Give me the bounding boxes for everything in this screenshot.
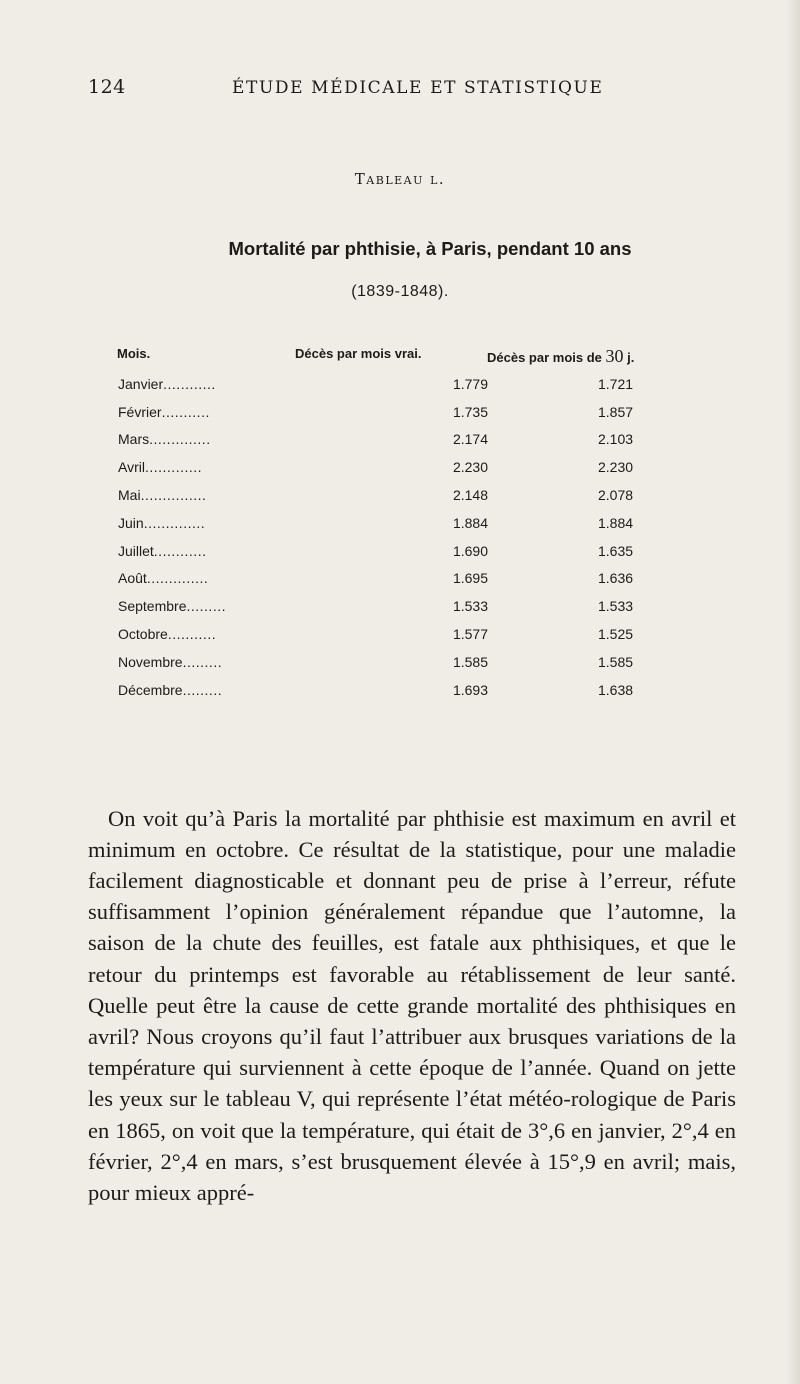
month-name: Octobre [118,626,168,643]
running-title: ÉTUDE MÉDICALE ET STATISTIQUE [232,78,604,98]
deaths-actual-month-cell: 1.884 [452,514,488,531]
deaths-thirty-day-cell: 1.638 [598,681,634,698]
dot-leader: ............ [163,375,216,392]
month-cell [118,509,288,537]
deaths-thirty-day-cell: 1.721 [598,375,634,392]
month-name: Juillet [118,542,154,559]
month-cell [118,648,288,676]
deaths-thirty-day-cell: 1.525 [598,626,634,643]
dot-leader: .............. [149,431,211,448]
table-row [118,620,718,648]
month-cell [118,537,288,565]
month-name: Juin [118,514,144,531]
month-cell [118,676,288,704]
month-cell [118,620,288,648]
month-name: Août [118,570,147,587]
table-row [118,537,718,565]
dot-leader: ............... [140,487,207,504]
column-header-thirty-day [487,346,634,367]
dot-leader: ........... [167,626,217,643]
month-name: Mai [118,487,141,504]
month-name: Avril [118,459,145,476]
body-paragraph: On voit qu’à Paris la mortalité par phthisie est maximum en avril et minimum en octobre. Ce résultat de la statistique, pour une maladie facilement diagnosticable et donnant peu de prise à l’erreur, réfute suffisamment l’opinion généralement répandue que l’automne, la saison de la chute des feuilles, est fatale aux phthisiques, et que le retour du printemps est favorable au rétablissement de leur santé. Quelle peut être la cause de cette grande mortalité des phthisiques en avril? Nous croyons qu’il faut l’attribuer aux brusques variations de la température qui surviennent à cette époque de l’année. Quand on jette les yeux sur le tableau V, qui représente l’état météo-rologique de Paris en 1865, on voit que la température, qui était de 3°,6 en janvier, 2°,4 en février, 2°,4 en mars, s’est brusquement élevée à 15°,9 en avril; mais, pour mieux appré- [88,805,736,1205]
table-caption: Tableau l. [354,170,446,188]
month-name: Décembre [118,681,183,698]
column-header-thirty-day-number: 30 [605,346,624,366]
dot-leader: ............ [153,542,207,559]
deaths-thirty-day-cell: 1.636 [598,570,634,587]
deaths-actual-month-cell: 2.148 [452,487,488,504]
deaths-thirty-day-cell: 2.078 [598,487,634,504]
deaths-actual-month-cell: 1.735 [452,403,488,420]
deaths-actual-month-cell: 2.230 [452,459,488,476]
table-row [118,565,718,593]
deaths-thirty-day-cell: 2.230 [598,459,634,476]
month-cell [118,453,288,481]
deaths-thirty-day-cell: 1.585 [598,653,634,670]
page-number: 124 [88,76,126,98]
month-cell [118,370,288,398]
month-name: Novembre [118,653,183,670]
table-row [118,592,718,620]
table-row [118,453,718,481]
table-row [118,509,718,537]
dot-leader: ............. [144,459,203,476]
mortality-table-body [118,370,718,704]
deaths-actual-month-cell: 2.174 [452,431,488,448]
deaths-actual-month-cell: 1.533 [452,598,488,615]
dot-leader: .............. [143,514,206,531]
month-cell [118,426,288,454]
dot-leader: .............. [146,570,209,587]
deaths-actual-month-cell: 1.695 [452,570,488,587]
table-row [118,398,718,426]
table-row [118,676,718,704]
column-header-actual-month: Décès par mois vrai. [295,346,422,361]
deaths-actual-month-cell: 1.690 [452,542,488,559]
table-title: Mortalité par phthisie, à Paris, pendant 10 ans [228,238,632,259]
dot-leader: ........... [161,403,210,420]
deaths-actual-month-cell: 1.585 [452,653,488,670]
dot-leader: ......... [186,598,226,615]
month-name: Septembre [118,598,187,615]
dot-leader: ......... [182,653,223,670]
column-header-thirty-day-suffix: j. [623,350,635,365]
table-row [118,370,718,398]
dot-leader: ......... [182,681,223,698]
table-row [118,481,718,509]
column-header-month: Mois. [117,346,151,361]
column-header-thirty-day-prefix: Décès par mois de [487,350,606,365]
month-name: Janvier [118,375,164,392]
table-row [118,648,718,676]
deaths-thirty-day-cell: 1.533 [598,598,634,615]
month-cell [118,398,288,426]
deaths-thirty-day-cell: 1.884 [598,514,634,531]
deaths-actual-month-cell: 1.577 [452,626,488,643]
table-row [118,426,718,454]
month-name: Mars [118,431,150,448]
deaths-thirty-day-cell: 2.103 [598,431,634,448]
month-cell [118,481,288,509]
deaths-actual-month-cell: 1.693 [452,681,488,698]
month-cell [118,565,288,593]
mortality-table [118,370,718,704]
month-name: Février [118,403,162,420]
table-years: (1839-1848). [351,283,449,300]
page-edge-shadow [786,0,800,1384]
deaths-thirty-day-cell: 1.635 [598,542,634,559]
deaths-thirty-day-cell: 1.857 [598,403,634,420]
deaths-actual-month-cell: 1.779 [452,375,488,392]
month-cell [118,592,288,620]
